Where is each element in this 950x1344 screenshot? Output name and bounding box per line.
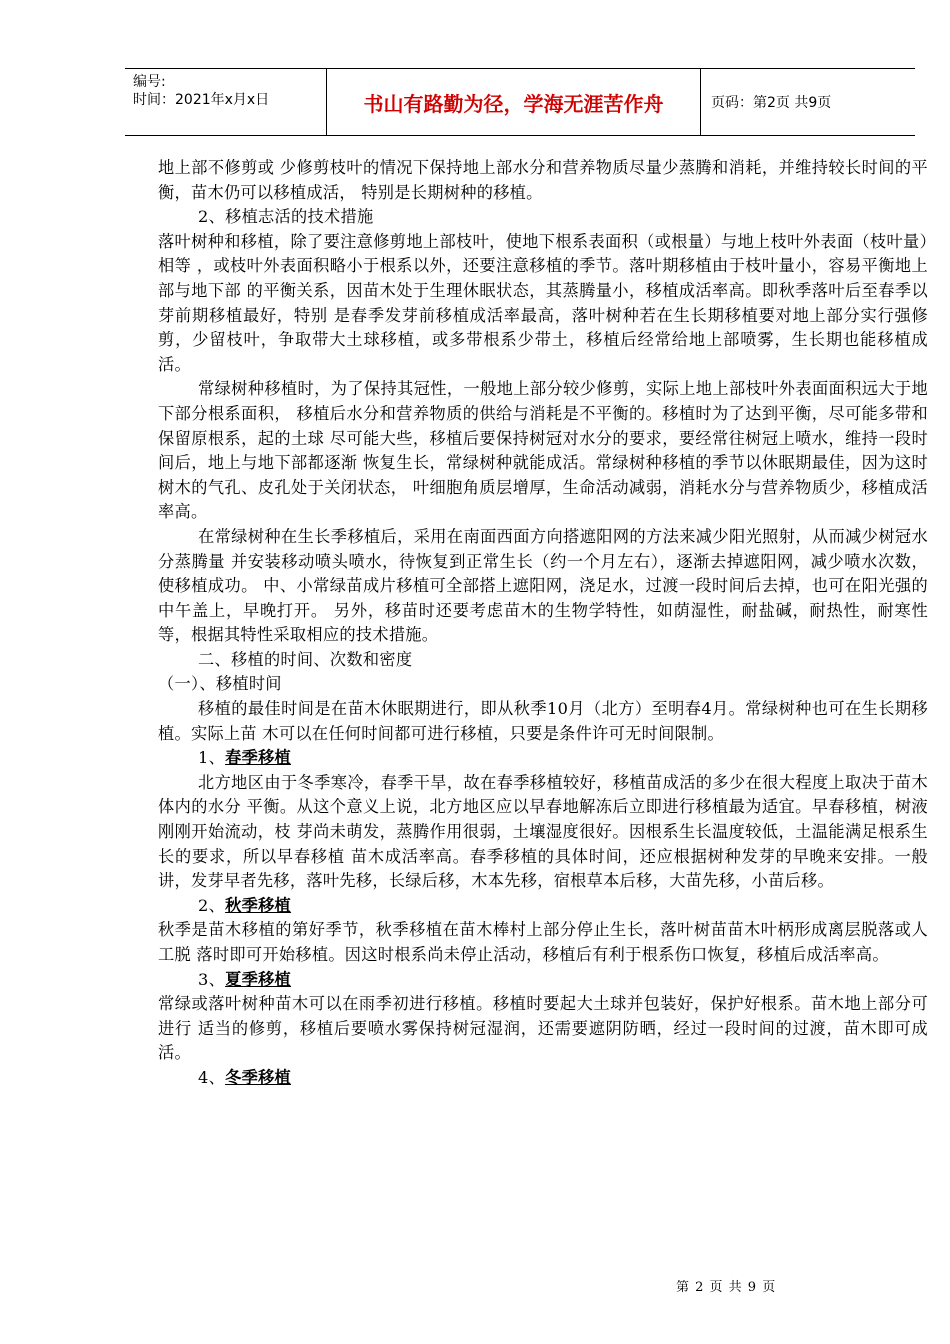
header-motto: 书山有路勤为径，学海无涯苦作舟 xyxy=(327,69,701,135)
heading-autumn xyxy=(158,894,928,919)
header-number-label: 编号: xyxy=(133,74,166,90)
heading-spring xyxy=(158,746,928,771)
header-meta xyxy=(125,69,327,135)
paragraph: 在常绿树种在生长季移植后，采用在南面西面方向搭遮阳网的方法来减少阳光照射，从而减少树冠水分蒸腾量 并安装移动喷头喷水，待恢复到正常生长（约一个月左右），逐渐去掉遮阳网，减少喷水次数，使移植成功。 中、小常绿苗成片移植可全部搭上遮阳网，浇足水，过渡一段时间后去掉，也可在阳光强的中午盖上，早晚打开。 另外，移苗时还要考虑苗木的生物学特性，如荫湿性，耐盐碱，耐热性，耐寒性等，根据其特性采取相应的技术措施。 xyxy=(158,526,928,645)
heading-number: 3、 xyxy=(198,969,226,989)
paragraph: 常绿树种移植时，为了保持其冠性，一般地上部分较少修剪，实际上地上部枝叶外表面面积远大于地下部分根系面积， 移植后水分和营养物质的供给与消耗是不平衡的。移植时为了达到平衡，尽可能多带和保留原根系，起的土球 尽可能大些，移植后要保持树冠对水分的要求，要经常往树冠上喷水，维持一段时间后，地上与地下部都逐渐 恢复生长，常绿树种就能成活。常绿树种移植的季节以休眠期最佳，因为这时树木的气孔、皮孔处于关闭状态， 叶细胞角质层增厚，生命活动减弱，消耗水分与营养物质少，移植成活率高。 xyxy=(158,379,928,522)
paragraph: 落叶树种和移植，除了要注意修剪地上部枝叶，使地下根系表面积（或根量）与地上枝叶外表面（枝叶量）相等 ，或枝叶外表面积略小于根系以外，还要注意移植的季节。落叶期移植由于枝叶量小，容易平衡地上部与地下部 的平衡关系，因苗木处于生理休眠状态，其蒸腾量小，移植成活率高。即秋季落叶后至春季以芽前期移植最好，特别 是春季发芽前移植成活率最高，落叶树种若在生长期移植要对地上部分实行强修剪，少留枝叶，争取带大土球移植，或多带根系少带土，移植后经常给地上部喷雾，生长期也能移植成活。 xyxy=(158,231,928,374)
paragraph: 北方地区由于冬季寒冷，春季干旱，故在春季移植较好，移植苗成活的多少在很大程度上取决于苗木体内的水分 平衡。从这个意义上说，北方地区应以早春地解冻后立即进行移植最为适宜。早春移植，树液刚刚开始流动，枝 芽尚未萌发，蒸腾作用很弱，土壤湿度很好。因根系生长温度较低，土温能满足根系生长的要求，所以早春移植 苗木成活率高。春季移植的具体时间，还应根据树种发芽的早晚来安排。一般讲，发芽早者先移，落叶先移，长绿后移，木本先移，宿根草本后移，大苗先移，小苗后移。 xyxy=(158,772,928,891)
heading-number: 2、 xyxy=(198,895,226,915)
heading-winter-title: 冬季移植 xyxy=(225,1067,292,1087)
paragraph: 常绿或落叶树种苗木可以在雨季初进行移植。移植时要起大土球并包装好，保护好根系。苗木地上部分可进行 适当的修剪，移植后要喷水雾保持树冠湿润，还需要遮阴防晒，经过一段时间的过渡，苗木即可成活。 xyxy=(158,994,928,1063)
heading-summer xyxy=(158,968,928,993)
heading-winter xyxy=(158,1066,928,1091)
heading-tech-measures: 2、移植志活的技术措施 xyxy=(198,207,374,227)
header-time-label: 时间：2021年x月x日 xyxy=(133,92,270,108)
heading-number: 1、 xyxy=(198,748,226,768)
heading-subsection-1: （一）、移植时间 xyxy=(158,674,282,694)
header-page-label: 页码：第2页 共9页 xyxy=(711,95,832,111)
heading-number: 4、 xyxy=(198,1067,226,1087)
paragraph: 地上部不修剪或 少修剪枝叶的情况下保持地上部水分和营养物质尽量少蒸腾和消耗，并维持较长时间的平衡，苗木仍可以移植成活， 特别是长期树种的移植。 xyxy=(158,158,928,202)
heading-spring-title: 春季移植 xyxy=(225,748,292,768)
page-footer: 第 2 页 共 9 页 xyxy=(676,1280,777,1295)
document-body xyxy=(158,156,928,1091)
heading-autumn-title: 秋季移植 xyxy=(225,895,292,915)
page-header xyxy=(125,68,915,136)
paragraph: 秋季是苗木移植的第好季节，秋季移植在苗木棒村上部分停止生长，落叶树苗苗木叶柄形成离层脱落或人工脱 落时即可开始移植。因这时根系尚未停止活动，移植后有利于根系伤口恢复，移植后成活率高。 xyxy=(158,920,928,964)
heading-summer-title: 夏季移植 xyxy=(225,969,292,989)
heading-section-2: 二、移植的时间、次数和密度 xyxy=(198,649,413,669)
paragraph: 移植的最佳时间是在苗木休眠期进行，即从秋季10月（北方）至明春4月。常绿树种也可在生长期移植。实际上苗 木可以在任何时间都可进行移植，只要是条件许可无时间限制。 xyxy=(158,699,928,743)
